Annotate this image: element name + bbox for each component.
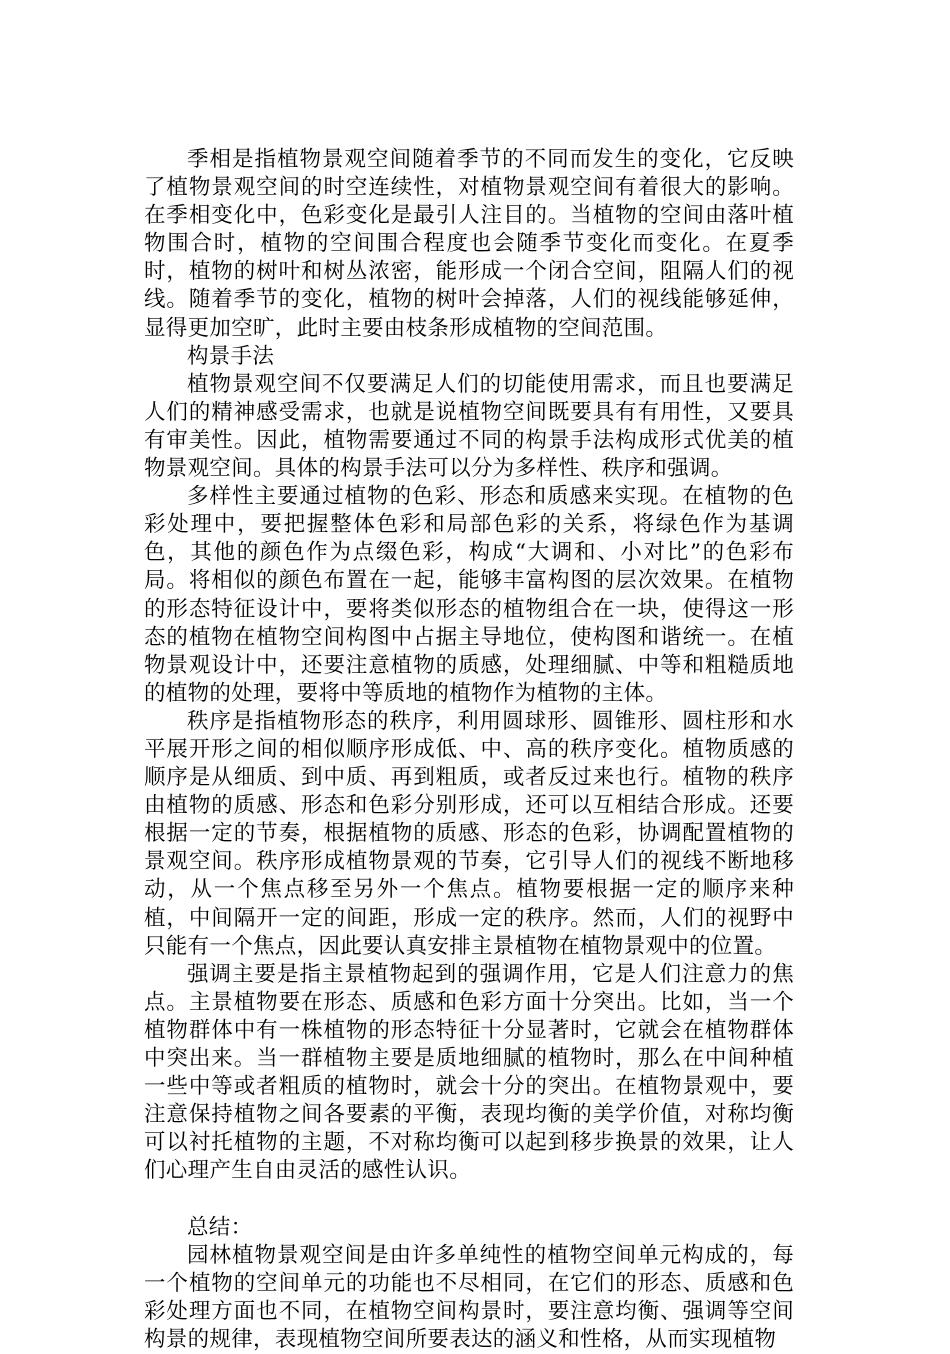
section-heading-composition: 构景手法 bbox=[187, 343, 275, 369]
document-body bbox=[144, 146, 794, 1354]
paragraph-composition-intro: 植物景观空间不仅要满足人们的切能使用需求，而且也要满足人们的精神感受需求，也就是说植物空间既要具有有用性，又要具有审美性。因此，植物需要通过不同的构景手法构成形式优美的植物景观空间。具体的构景手法可以分为多样性、秩序和强调。 bbox=[144, 371, 794, 482]
paragraph-summary: 园林植物景观空间是由许多单纯性的植物空间单元构成的，每一个植物的空间单元的功能也不尽相同，在它们的形态、质感和色彩处理方面也不同，在植物空间构景时，要注意均衡、强调等空间构景的规律，表现植物空间所要表达的涵义和性格，从而实现植物 bbox=[144, 1242, 794, 1352]
paragraph-diversity: 多样性主要通过植物的色彩、形态和质感来实现。在植物的色彩处理中，要把握整体色彩和局部色彩的关系，将绿色作为基调色，其他的颜色作为点缀色彩，构成“大调和、小对比”的色彩布局。将相似的颜色布置在一起，能够丰富构图的层次效果。在植物的形态特征设计中，要将类似形态的植物组合在一块，使得这一形态的植物在植物空间构图中占据主导地位，使构图和谐统一。在植物景观设计中，还要注意植物的质感，处理细腻、中等和粗糙质地的植物的处理，要将中等质地的植物作为植物的主体。 bbox=[144, 484, 794, 706]
paragraph-emphasis: 强调主要是指主景植物起到的强调作用，它是人们注意力的焦点。主景植物要在形态、质感和色彩方面十分突出。比如，当一个植物群体中有一株植物的形态特征十分显著时，它就会在植物群体中突出来。当一群植物主要是质地细腻的植物时，那么在中间种植一些中等或者粗质的植物时，就会十分的突出。在植物景观中，要注意保持植物之间各要素的平衡，表现均衡的美学价值，对称均衡可以衬托植物的主题，不对称均衡可以起到移步换景的效果，让人们心理产生自由灵活的感性认识。 bbox=[144, 961, 794, 1184]
paragraph-seasonal-change: 季相是指植物景观空间随着季节的不同而发生的变化，它反映了植物景观空间的时空连续性，对植物景观空间有着很大的影响。在季相变化中，色彩变化是最引人注目的。当植物的空间由落叶植物围合时，植物的空间围合程度也会随季节变化而变化。在夏季时，植物的树叶和树丛浓密，能形成一个闭合空间，阻隔人们的视线。随着季节的变化，植物的树叶会掉落，人们的视线能够延伸，显得更加空旷，此时主要由枝条形成植物的空间范围。 bbox=[144, 147, 794, 341]
paragraph-order: 秩序是指植物形态的秩序，利用圆球形、圆锥形、圆柱形和水平展开形之间的相似顺序形成低、中、高的秩序变化。植物质感的顺序是从细质、到中质、再到粗质，或者反过来也行。植物的秩序由植物的质感、形态和色彩分别形成，还可以互相结合形成。还要根据一定的节奏，根据植物的质感、形态的色彩，协调配置植物的景观空间。秩序形成植物景观的节奏，它引导人们的视线不断地移动，从一个焦点移至另外一个焦点。植物要根据一定的顺序来种植，中间隔开一定的间距，形成一定的秩序。然而，人们的视野中只能有一个焦点，因此要认真安排主景植物在植物景观中的位置。 bbox=[144, 708, 794, 959]
section-heading-summary: 总结： bbox=[187, 1214, 253, 1240]
blank-line bbox=[144, 1185, 794, 1213]
